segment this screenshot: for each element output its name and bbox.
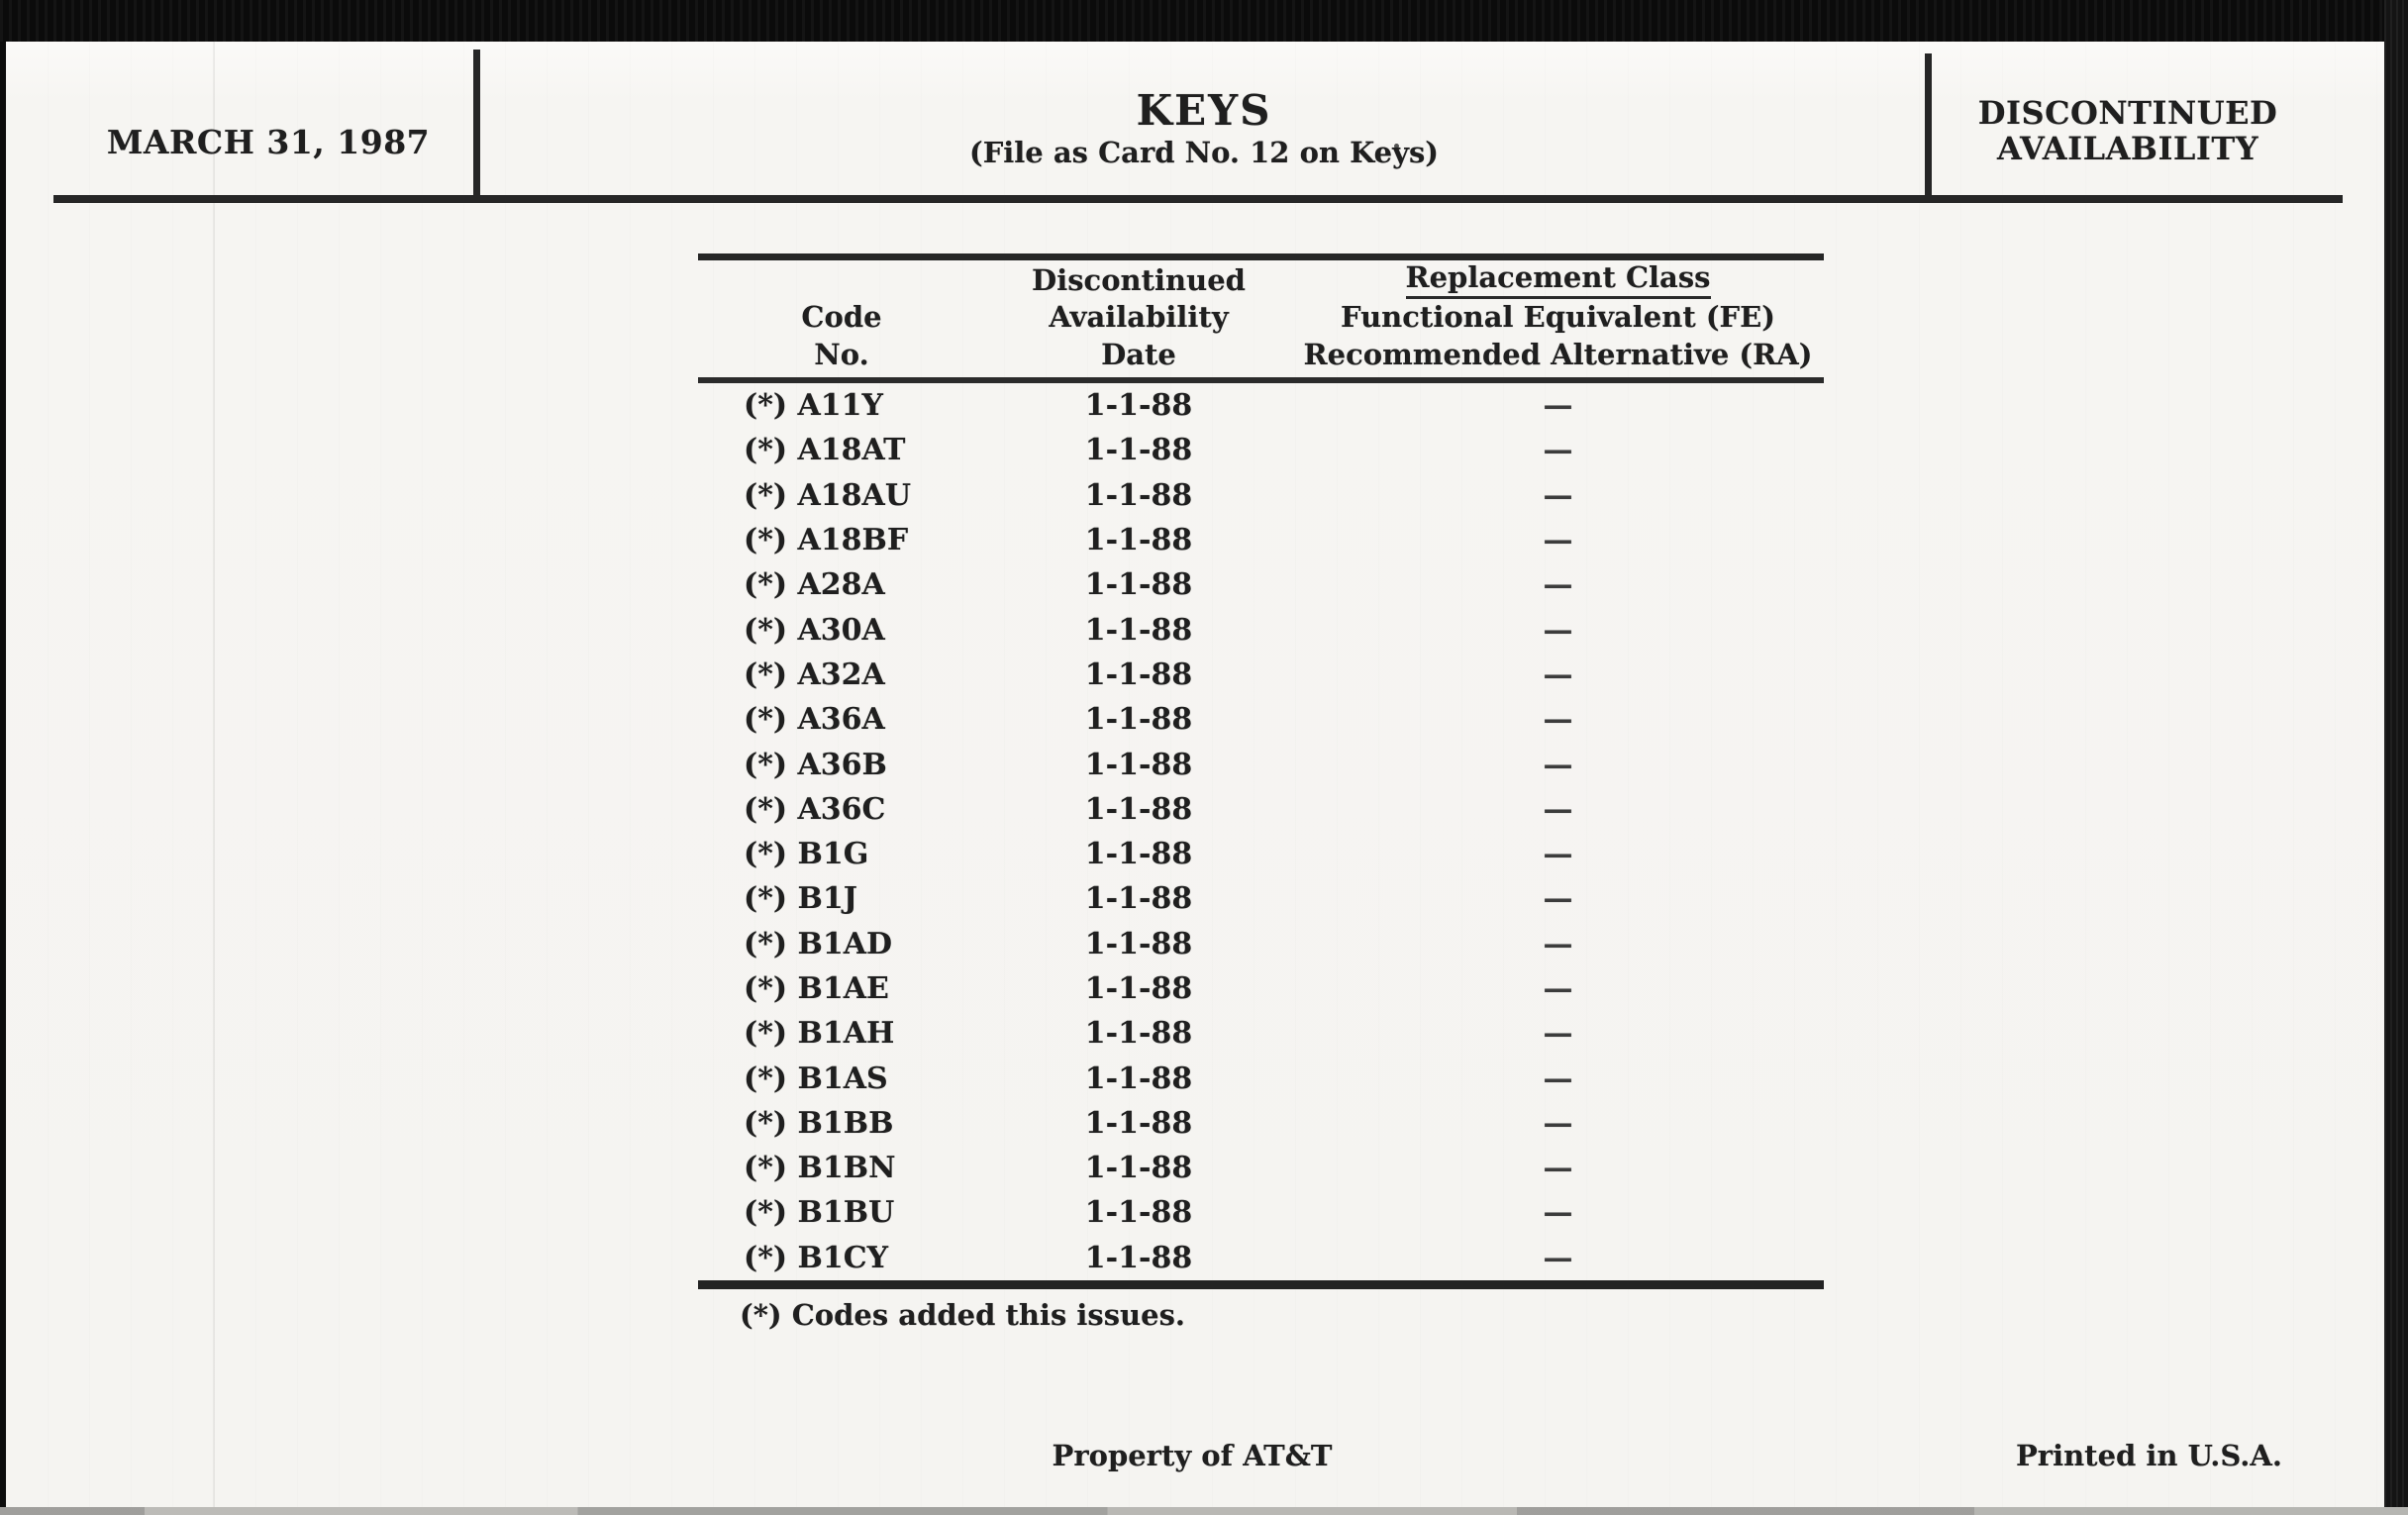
table-row (698, 1146, 1824, 1190)
code-cell: (*) A30A (744, 612, 885, 648)
table-row (698, 697, 1824, 742)
table-row (698, 473, 1824, 518)
replacement-cell: — (1543, 837, 1573, 872)
replacement-cell: — (1543, 477, 1573, 513)
header-cell-code: Code (801, 300, 882, 334)
scanner-band-top (0, 0, 2408, 42)
title-block (902, 86, 1506, 172)
replacement-cell: — (1543, 523, 1573, 558)
date-cell: 1-1-88 (1084, 837, 1193, 872)
replacement-cell: — (1543, 388, 1573, 424)
code-cell: (*) B1BN (744, 1151, 896, 1186)
page-subtitle: (File as Card No. 12 on Keys) (968, 136, 1440, 169)
date-cell: 1-1-88 (1084, 702, 1193, 738)
page-title: KEYS (1136, 86, 1272, 135)
header-cell-discontinued: Discontinued (1032, 262, 1246, 297)
date-cell: 1-1-88 (1084, 747, 1193, 782)
date-cell: 1-1-88 (1084, 1105, 1193, 1141)
table-header-row (698, 298, 1824, 336)
table-row (698, 1011, 1824, 1056)
code-cell: (*) B1AD (744, 926, 893, 961)
table-row (698, 922, 1824, 966)
date-cell: 1-1-88 (1084, 477, 1193, 513)
table-top-rule (698, 253, 1824, 260)
replacement-cell: — (1543, 1060, 1573, 1096)
status-label (1945, 95, 2311, 166)
replacement-cell: — (1543, 971, 1573, 1006)
replacement-cell: — (1543, 1105, 1573, 1141)
date-cell: 1-1-88 (1084, 433, 1193, 468)
replacement-class-underlined: Replacement Class (1406, 260, 1711, 299)
code-cell: (*) A36B (744, 747, 887, 782)
status-line-2: AVAILABILITY (1996, 130, 2259, 167)
table-row (698, 1056, 1824, 1100)
date-cell: 1-1-88 (1084, 1240, 1193, 1275)
code-cell: (*) B1AH (744, 1016, 895, 1052)
table-row (698, 1190, 1824, 1235)
date-cell: 1-1-88 (1084, 612, 1193, 648)
code-cell: (*) A11Y (744, 388, 883, 424)
card-page (6, 42, 2384, 1507)
date-cell: 1-1-88 (1084, 1060, 1193, 1096)
replacement-cell: — (1543, 1016, 1573, 1052)
printed-notice: Printed in U.S.A. (2016, 1439, 2282, 1472)
table-footnote: (*) Codes added this issues. (740, 1297, 1185, 1332)
property-notice: Property of AT&T (1052, 1439, 1333, 1472)
replacement-cell: — (1543, 1195, 1573, 1231)
table-row (698, 607, 1824, 652)
code-cell: (*) B1AS (744, 1060, 888, 1096)
table-row (698, 653, 1824, 697)
code-cell: (*) B1J (744, 881, 857, 917)
replacement-cell: — (1543, 791, 1573, 827)
date-cell: 1-1-88 (1084, 1151, 1193, 1186)
code-cell: (*) B1CY (744, 1240, 889, 1275)
header-divider-left (473, 50, 480, 203)
code-cell: (*) B1AE (744, 971, 889, 1006)
date-cell: 1-1-88 (1084, 1195, 1193, 1231)
date-cell: 1-1-88 (1084, 791, 1193, 827)
replacement-cell: — (1543, 1240, 1573, 1275)
replacement-cell: — (1543, 612, 1573, 648)
header-divider-right (1925, 53, 1932, 203)
header-cell-replacement-class (1292, 260, 1824, 299)
table-header-row (698, 336, 1824, 373)
table-row (698, 832, 1824, 876)
discontinued-codes-table (698, 253, 1824, 1332)
replacement-cell: — (1543, 926, 1573, 961)
replacement-cell: — (1543, 656, 1573, 692)
replacement-cell: — (1543, 567, 1573, 603)
date-cell: 1-1-88 (1084, 926, 1193, 961)
scanner-band-right (2384, 0, 2408, 1515)
issue-date: MARCH 31, 1987 (106, 123, 431, 161)
code-cell: (*) B1G (744, 837, 869, 872)
table-bottom-rule (698, 1280, 1824, 1289)
table-row (698, 518, 1824, 562)
table-row (698, 787, 1824, 832)
replacement-cell: — (1543, 702, 1573, 738)
header-cell-date: Date (1101, 338, 1176, 371)
code-cell: (*) A18AT (744, 433, 906, 468)
scan-fold-line (213, 42, 215, 1507)
date-cell: 1-1-88 (1084, 523, 1193, 558)
date-cell: 1-1-88 (1084, 1016, 1193, 1052)
date-cell: 1-1-88 (1084, 881, 1193, 917)
scanner-band-bottom (0, 1507, 2408, 1515)
date-cell: 1-1-88 (1084, 388, 1193, 424)
replacement-cell: — (1543, 747, 1573, 782)
code-cell: (*) B1BB (744, 1105, 894, 1141)
table-row (698, 383, 1824, 428)
replacement-cell: — (1543, 1151, 1573, 1186)
table-header-row (698, 260, 1824, 298)
table-row (698, 876, 1824, 921)
date-cell: 1-1-88 (1084, 567, 1193, 603)
date-cell: 1-1-88 (1084, 656, 1193, 692)
header-cell-availability: Availability (1049, 300, 1229, 334)
code-cell: (*) A28A (744, 567, 885, 603)
status-line-1: DISCONTINUED (1977, 94, 2278, 132)
header-rule (53, 195, 2343, 203)
header-cell-recommended-alternative: Recommended Alternative (RA) (1303, 338, 1813, 371)
replacement-cell: — (1543, 881, 1573, 917)
code-cell: (*) A36A (744, 702, 885, 738)
code-cell: (*) A18AU (744, 477, 911, 513)
code-cell: (*) A18BF (744, 523, 909, 558)
replacement-cell: — (1543, 433, 1573, 468)
table-row (698, 428, 1824, 472)
code-cell: (*) A36C (744, 791, 886, 827)
table-row (698, 1236, 1824, 1280)
code-cell: (*) A32A (744, 656, 885, 692)
table-row (698, 562, 1824, 607)
table-body (698, 383, 1824, 1280)
table-row (698, 1101, 1824, 1146)
table-row (698, 742, 1824, 786)
table-row (698, 966, 1824, 1011)
code-cell: (*) B1BU (744, 1195, 895, 1231)
header-cell-functional-equivalent: Functional Equivalent (FE) (1341, 300, 1775, 334)
header-cell-no: No. (814, 338, 869, 371)
date-cell: 1-1-88 (1084, 971, 1193, 1006)
